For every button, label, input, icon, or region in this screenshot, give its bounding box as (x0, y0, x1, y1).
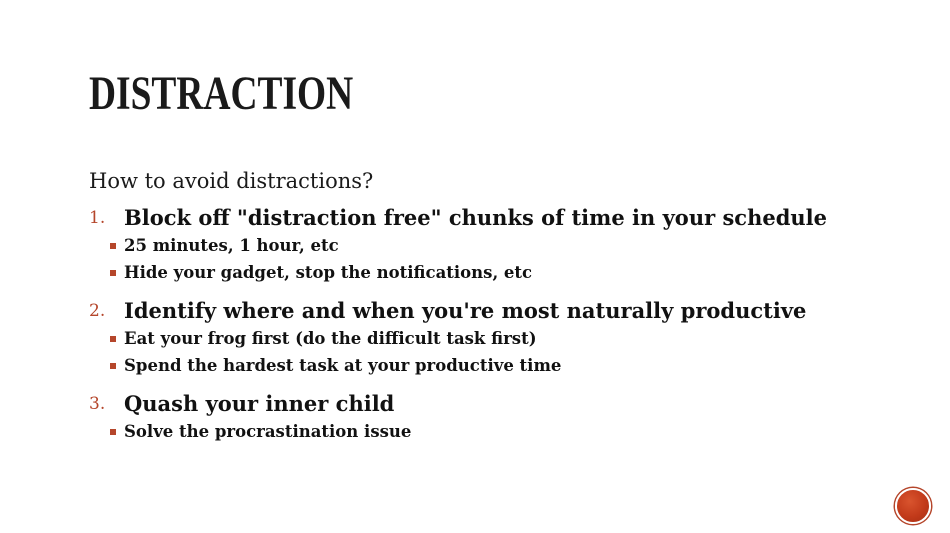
bullet-icon (110, 363, 116, 369)
list-heading: Identify where and when you're most naturally productive (124, 298, 807, 323)
slide-nav-circle-icon[interactable] (895, 488, 931, 524)
list-number: 3. (89, 394, 106, 414)
bullet-icon (110, 429, 116, 435)
bullet-icon (110, 243, 116, 249)
sub-item-text: Hide your gadget, stop the notifications, etc (124, 263, 533, 282)
intro-text: How to avoid distractions? (89, 169, 374, 193)
bullet-icon (110, 336, 116, 342)
slide-title: DISTRACTION (89, 67, 354, 120)
sub-item-text: Solve the procrastination issue (124, 422, 412, 441)
sub-item-text: 25 minutes, 1 hour, etc (124, 236, 339, 255)
bullet-icon (110, 270, 116, 276)
list-heading: Quash your inner child (124, 391, 395, 416)
sub-item-text: Spend the hardest task at your productive time (124, 356, 562, 375)
sub-item-text: Eat your frog first (do the difficult task first) (124, 329, 537, 348)
list-heading: Block off "distraction free" chunks of time in your schedule (124, 205, 827, 230)
list-number: 1. (89, 208, 106, 228)
list-number: 2. (89, 301, 106, 321)
